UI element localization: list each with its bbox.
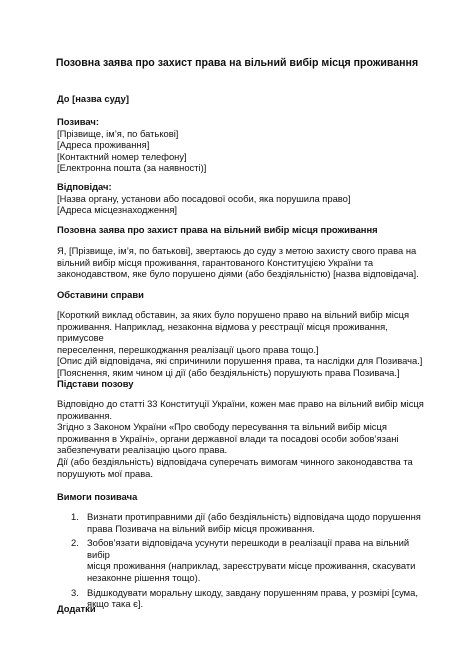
demand-item: [57, 511, 427, 534]
attachments-heading: Додатки: [57, 603, 96, 614]
demand-line: незаконне рішення тощо).: [87, 571, 201, 583]
demand-line: права Позивача на вільний вибір місця проживання.: [87, 522, 315, 534]
circumstances-line: проживання. Наприклад, незаконна відмова у реєстрації місця проживання, примусове: [57, 320, 388, 344]
grounds-line: проживання в Україні», органи державної влади та посадові особи зобов’язані: [57, 432, 399, 444]
circumstances-line: [Короткий виклад обставин, за яких було порушено право на вільний вибір місця: [57, 309, 410, 320]
plaintiff-block: [57, 116, 427, 174]
defendant-address: [Адреса місцезнаходження]: [57, 204, 178, 216]
grounds-heading: Підстави позову: [57, 378, 134, 389]
demand-number: 1.: [71, 511, 79, 522]
grounds-body: [57, 398, 427, 479]
circumstances-line: [Пояснення, яким чином ці дії (або бездіяльність) порушують права Позивача.]: [57, 366, 400, 378]
demands-list: [57, 511, 427, 610]
demand-line: Визнати протиправними дії (або бездіяльність) відповідача щодо порушення: [87, 511, 421, 522]
intro-line: Я, [Прізвище, ім’я, по батькові], звертаюсь до суду з метою захисту свого права на: [57, 245, 417, 256]
demand-line: Зобов’язати відповідача усунути перешкоди в реалізації права на вільний вибір: [87, 537, 410, 560]
demand-number: 2.: [71, 537, 79, 549]
claim-title: Позовна заява про захист права на вільний вибір місця проживання: [57, 224, 378, 235]
demand-item: [57, 537, 427, 583]
demands-heading: Вимоги позивача: [57, 491, 138, 502]
circumstances-line: [Опис дій відповідача, які спричинили порушення права, та наслідки для Позивача.]: [57, 355, 423, 367]
plaintiff-email: [Електронна пошта (за наявності)]: [57, 162, 207, 174]
intro-paragraph: [57, 245, 427, 280]
defendant-name: [Назва органу, установи або посадової особи, яка порушила право]: [57, 192, 351, 204]
grounds-line: забезпечувати реалізацію цього права.: [57, 444, 228, 456]
plaintiff-phone: [Контактний номер телефону]: [57, 150, 187, 162]
circumstances-heading: Обставини справи: [57, 289, 144, 300]
plaintiff-heading: Позивач:: [57, 116, 99, 127]
demand-line: місця проживання (наприклад, зареєструвати місце проживання, скасувати: [87, 560, 416, 572]
grounds-line: Відповідно до статті 33 Конституції України, кожен має право на вільний вибір місця: [57, 398, 424, 409]
defendant-heading: Відповідач:: [57, 181, 112, 192]
document-title: Позовна заява про захист права на вільний вибір місця проживання: [55, 57, 419, 69]
grounds-line: порушують мої права.: [57, 467, 153, 479]
demand-line: якщо така є].: [87, 598, 144, 610]
plaintiff-name: [Прізвище, ім’я, по батькові]: [57, 127, 179, 139]
demand-line: Відшкодувати моральну шкоду, завдану порушенням права, у розмірі [сума,: [87, 586, 418, 598]
grounds-line: Згідно з Законом України «Про свободу пересування та вільний вибір місця: [57, 421, 387, 433]
intro-line: законодавством, яке було порушено діями (або бездіяльністю) [назва відповідача].: [57, 268, 419, 280]
intro-line: вільний вибір місця проживання, гарантованого Конституцією України та: [57, 256, 374, 268]
grounds-line: Дії (або бездіяльність) відповідача суперечать вимогам чинного законодавства та: [57, 455, 413, 467]
demand-number: 3.: [71, 586, 79, 598]
circumstances-body: [57, 309, 427, 379]
circumstances-line: переселення, перешкоджання реалізації цього права тощо.]: [57, 343, 319, 355]
grounds-line: проживання.: [57, 409, 113, 421]
plaintiff-address: [Адреса проживання]: [57, 139, 150, 151]
defendant-block: [57, 181, 427, 216]
court-line: До [назва суду]: [57, 93, 129, 104]
